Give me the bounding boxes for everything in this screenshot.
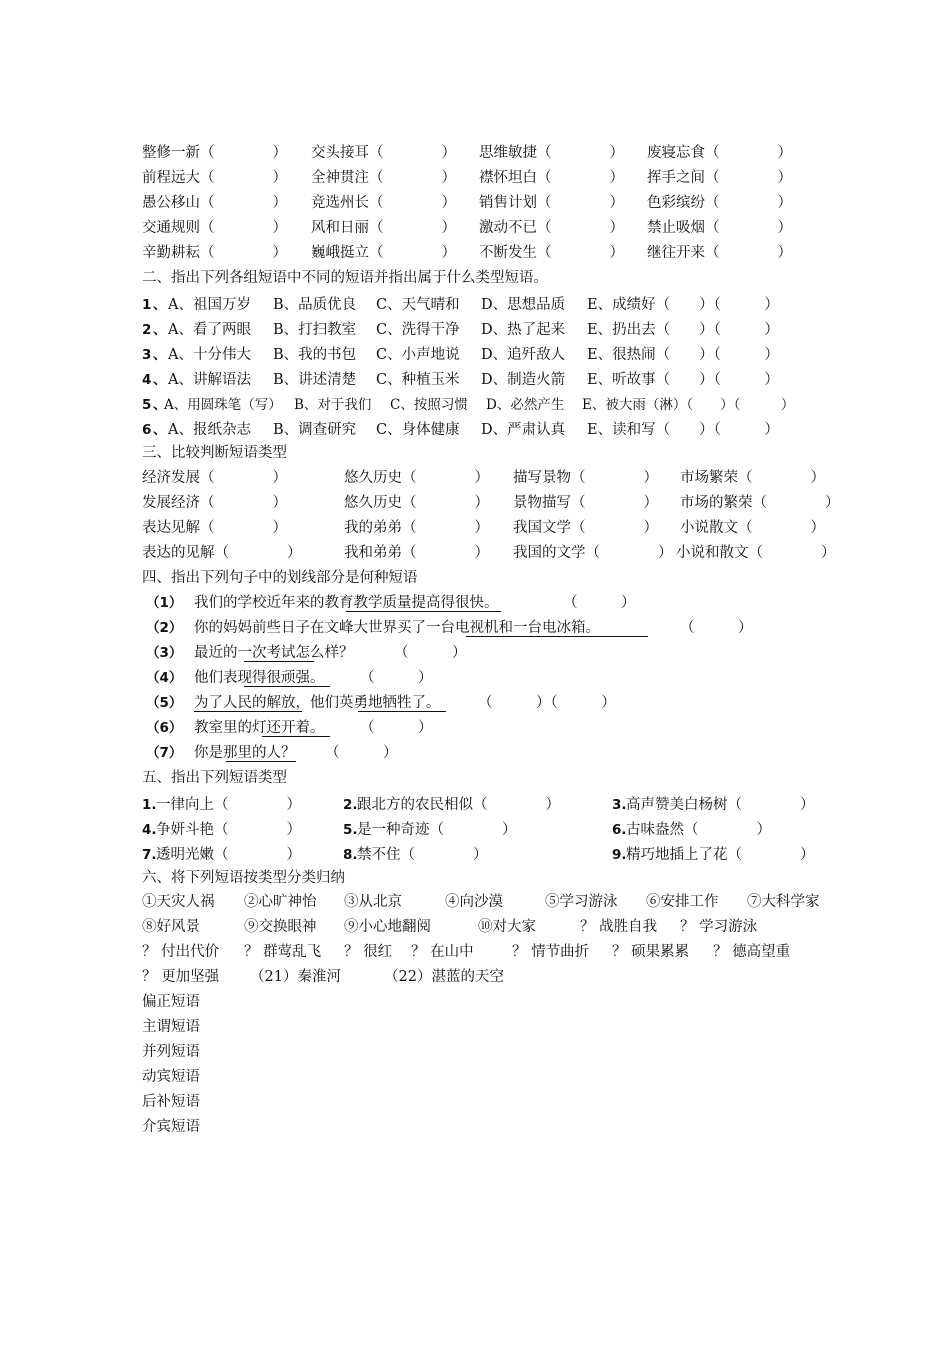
option: D、制造火箭	[481, 372, 566, 388]
s4-row	[0, 618, 950, 638]
item-number: 5	[142, 397, 152, 413]
idiom-item: 前程远大（ ）	[142, 170, 287, 186]
item-number: 6.	[612, 822, 627, 838]
phrase-item: 表达见解（ ）	[142, 520, 287, 536]
phrase-item: ②心旷神怡	[244, 894, 317, 910]
s4-row	[0, 668, 950, 688]
item-number: 4.	[142, 822, 157, 838]
item-number: 2.	[343, 797, 358, 813]
s5-row	[0, 845, 950, 865]
sentence: 教室里的灯还开着。	[194, 720, 325, 736]
idiom-item: 禁止吸烟（ ）	[647, 220, 792, 236]
category-label: 并列短语	[142, 1044, 200, 1060]
answer-blank: （ ）（ ）	[478, 695, 616, 711]
section-4-title	[0, 568, 950, 588]
item-number: 5.	[343, 822, 358, 838]
option: E、读和写（ ）（ ）	[587, 422, 779, 438]
phrase-item: 小说和散文（ ）	[676, 545, 836, 561]
sentence: 为了人民的解放，他们英勇地牺牲了。	[194, 695, 441, 711]
underline	[244, 661, 314, 662]
underline	[358, 711, 446, 712]
idiom-item: 襟怀坦白（ ）	[479, 170, 624, 186]
item-number: 1	[142, 297, 152, 313]
underline	[194, 711, 302, 712]
idiom-item: 辛勤耕耘（ ）	[142, 245, 287, 261]
category-label: 主谓短语	[142, 1019, 200, 1035]
idiom-item: 继往开来（ ）	[647, 245, 792, 261]
option: B、讲述清楚	[273, 372, 357, 388]
s5-row	[0, 820, 950, 840]
category-label: 后补短语	[142, 1094, 200, 1110]
s1-row	[0, 193, 950, 213]
s6-row	[0, 917, 950, 937]
section-title: 五、指出下列短语类型	[142, 770, 287, 786]
category-label: 偏正短语	[142, 994, 200, 1010]
option: E、被大雨（淋）（ ）（ ）	[582, 397, 795, 413]
underline	[262, 736, 330, 737]
phrase-item: 禁不住（ ）	[357, 847, 488, 863]
option: D、思想品质	[481, 297, 566, 313]
item-number: 4	[142, 372, 152, 388]
item-number: 1.	[142, 797, 157, 813]
phrase-item: ⑩对大家	[478, 919, 536, 935]
phrase-item: ⑨小心地翻阅	[344, 919, 431, 935]
s4-row	[0, 593, 950, 613]
phrase-item: ⑥安排工作	[646, 894, 719, 910]
item-number: 2	[142, 322, 152, 338]
option: E、扔出去（ ）（ ）	[587, 322, 779, 338]
option: B、对于我们	[294, 397, 372, 413]
phrase-item: ？ 付出代价	[142, 944, 220, 960]
s3-row	[0, 493, 950, 513]
phrase-item: ①天灾人祸	[142, 894, 215, 910]
phrase-item: ⑨交换眼神	[244, 919, 317, 935]
option: C、按照习惯	[390, 397, 468, 413]
underline	[346, 611, 501, 612]
s2-row: 3 、 A、十分伟大 B、我的书包 C、小声地说 D、追歼敌人 E、很热闹（ ）（ ）	[142, 347, 779, 363]
phrase-item: 跟北方的农民相似（ ）	[357, 797, 560, 813]
option: E、成绩好（ ）（ ）	[587, 297, 779, 313]
sentence: 我们的学校近年来的教育教学质量提高得很快。	[194, 595, 499, 611]
option: D、追歼敌人	[481, 347, 566, 363]
s2-row: 4 、 A、讲解语法 B、讲述清楚 C、种植玉米 D、制造火箭 E、听故事（ ）（ ）	[142, 372, 779, 388]
option: D、严肃认真	[481, 422, 566, 438]
sentence: 你是那里的人？	[194, 745, 296, 761]
s2-row: 6 、 A、报纸杂志 B、调查研究 C、身体健康 D、严肃认真 E、读和写（ ）（ ）	[142, 422, 779, 438]
section-title: 二、指出下列各组短语中不同的短语并指出属于什么类型短语。	[142, 270, 548, 286]
option: C、种植玉米	[376, 372, 460, 388]
idiom-item: 销售计划（ ）	[479, 195, 624, 211]
idiom-item: 挥手之间（ ）	[647, 170, 792, 186]
item-number: （6）	[146, 720, 183, 736]
s4-row	[0, 743, 950, 763]
option: E、很热闹（ ）（ ）	[587, 347, 779, 363]
answer-blank: （ ）	[680, 620, 753, 636]
sentence: 最近的一次考试怎么样？	[194, 645, 354, 661]
item-number: 8.	[343, 847, 358, 863]
phrase-item: 透明光嫩（ ）	[156, 847, 301, 863]
option: A、看了两眼	[168, 322, 251, 338]
s4-row	[0, 643, 950, 663]
phrase-item: ？ 更加坚强	[142, 969, 220, 985]
option: A、用圆珠笔（写）	[164, 397, 282, 413]
phrase-item: 我国的文学（ ）	[513, 545, 673, 561]
s4-row	[0, 693, 950, 713]
sentence: 你的妈妈前些日子在文峰大世界买了一台电视机和一台电冰箱。	[194, 620, 600, 636]
s5-row	[0, 795, 950, 815]
idiom-item: 废寝忘食（ ）	[647, 145, 792, 161]
option: A、祖国万岁	[168, 297, 251, 313]
item-number: 6	[142, 422, 152, 438]
phrase-item: ④向沙漠	[445, 894, 503, 910]
idiom-item: 愚公移山（ ）	[142, 195, 287, 211]
option: E、听故事（ ）（ ）	[587, 372, 779, 388]
item-number: 9.	[612, 847, 627, 863]
answer-blank: （ ）	[325, 745, 398, 761]
idiom-item: 全神贯注（ ）	[311, 170, 456, 186]
phrase-item: 市场的繁荣（ ）	[680, 495, 840, 511]
idiom-item: 风和日丽（ ）	[311, 220, 456, 236]
option: D、必然产生	[486, 397, 565, 413]
s6-row	[0, 967, 950, 987]
phrase-item: ③从北京	[344, 894, 402, 910]
answer-blank: （ ）	[360, 720, 433, 736]
phrase-item: 经济发展（ ）	[142, 470, 287, 486]
s3-row	[0, 468, 950, 488]
idiom-item: 激动不已（ ）	[479, 220, 624, 236]
idiom-item: 交头接耳（ ）	[311, 145, 456, 161]
item-number: （4）	[146, 670, 183, 686]
option: B、我的书包	[273, 347, 357, 363]
phrase-item: 一律向上（ ）	[156, 797, 301, 813]
option: A、报纸杂志	[168, 422, 251, 438]
option: D、热了起来	[481, 322, 566, 338]
underline	[244, 686, 330, 687]
phrase-item: ？ 情节曲折	[512, 944, 590, 960]
item-number: 7.	[142, 847, 157, 863]
underline	[226, 761, 296, 762]
s4-row	[0, 718, 950, 738]
section-3-title	[0, 443, 950, 463]
answer-blank: （ ）	[360, 670, 433, 686]
phrase-item: 悠久历史（ ）	[344, 470, 489, 486]
s6-row	[0, 942, 950, 962]
phrase-item: 我国文学（ ）	[513, 520, 658, 536]
idiom-item: 整修一新（ ）	[142, 145, 287, 161]
item-number: 3.	[612, 797, 627, 813]
option: A、十分伟大	[168, 347, 251, 363]
idiom-item: 不断发生（ ）	[479, 245, 624, 261]
item-number: （1）	[146, 595, 183, 611]
item-number: （7）	[146, 745, 183, 761]
option: C、小声地说	[376, 347, 460, 363]
idiom-item: 思维敏捷（ ）	[479, 145, 624, 161]
item-number: （2）	[146, 620, 183, 636]
section-title: 三、比较判断短语类型	[142, 445, 287, 461]
phrase-item: ？ 很红	[344, 944, 393, 960]
option: C、身体健康	[376, 422, 460, 438]
phrase-item: ？ 战胜自我	[580, 919, 658, 935]
phrase-item: （21）秦淮河	[250, 969, 341, 985]
s1-row	[0, 143, 950, 163]
s3-row	[0, 518, 950, 538]
phrase-item: 市场繁荣（ ）	[680, 470, 825, 486]
phrase-item: ⑤学习游泳	[545, 894, 618, 910]
category-label: 介宾短语	[142, 1119, 200, 1135]
option: B、品质优良	[273, 297, 357, 313]
phrase-item: ？ 群莺乱飞	[244, 944, 322, 960]
section-6-title	[0, 868, 950, 888]
idiom-item: 交通规则（ ）	[142, 220, 287, 236]
phrase-item: 悠久历史（ ）	[344, 495, 489, 511]
phrase-item: 古味盎然（ ）	[626, 822, 771, 838]
idiom-item: 竞选州长（ ）	[311, 195, 456, 211]
phrase-item: 我和弟弟（ ）	[344, 545, 489, 561]
option: A、讲解语法	[168, 372, 251, 388]
phrase-item: 描写景物（ ）	[513, 470, 658, 486]
phrase-item: ？ 德高望重	[713, 944, 791, 960]
category-label: 动宾短语	[142, 1069, 200, 1085]
option: B、调查研究	[273, 422, 357, 438]
item-number: 3	[142, 347, 152, 363]
phrase-item: ⑧好风景	[142, 919, 200, 935]
s2-row: 1 、 A、祖国万岁 B、品质优良 C、天气晴和 D、思想品质 E、成绩好（ ）（ ）	[142, 297, 779, 313]
phrase-item: ？ 在山中	[411, 944, 474, 960]
option: C、洗得干净	[376, 322, 460, 338]
answer-blank: （ ）	[394, 645, 467, 661]
answer-blank: （ ）	[563, 595, 636, 611]
phrase-item: 高声赞美白杨树（ ）	[626, 797, 815, 813]
section-2-title	[0, 268, 950, 288]
item-number: （3）	[146, 645, 183, 661]
phrase-item: ？ 学习游泳	[680, 919, 758, 935]
phrase-item: 景物描写（ ）	[513, 495, 658, 511]
s2-row: 2 、 A、看了两眼 B、打扫教室 C、洗得干净 D、热了起来 E、扔出去（ ）（ ）	[142, 322, 779, 338]
phrase-item: 发展经济（ ）	[142, 495, 287, 511]
option: B、打扫教室	[273, 322, 357, 338]
sentence: 他们表现得很顽强。	[194, 670, 325, 686]
s1-row	[0, 218, 950, 238]
s1-row	[0, 168, 950, 188]
section-title: 四、指出下列句子中的划线部分是何种短语	[142, 570, 418, 586]
phrase-item: （22）湛蓝的天空	[384, 969, 504, 985]
phrase-item: 争妍斗艳（ ）	[156, 822, 301, 838]
item-number: （5）	[146, 695, 183, 711]
section-5-title	[0, 768, 950, 788]
phrase-item: ？ 硕果累累	[612, 944, 690, 960]
phrase-item: 精巧地插上了花（ ）	[626, 847, 815, 863]
phrase-item: ⑦大科学家	[747, 894, 820, 910]
phrase-item: 表达的见解（ ）	[142, 545, 302, 561]
underline	[466, 636, 648, 637]
s2-row: 5 、 A、用圆珠笔（写） B、对于我们 C、按照习惯 D、必然产生 E、被大雨（淋）（ ）（ ）	[142, 397, 795, 413]
phrase-item: 我的弟弟（ ）	[344, 520, 489, 536]
idiom-item: 色彩缤纷（ ）	[647, 195, 792, 211]
idiom-item: 巍峨挺立（ ）	[311, 245, 456, 261]
s6-row	[0, 892, 950, 912]
phrase-item: 是一种奇迹（ ）	[357, 822, 517, 838]
option: C、天气晴和	[376, 297, 460, 313]
phrase-item: 小说散文（ ）	[680, 520, 825, 536]
s1-row	[0, 243, 950, 263]
s3-row	[0, 543, 950, 563]
section-title: 六、将下列短语按类型分类归纳	[142, 870, 345, 886]
